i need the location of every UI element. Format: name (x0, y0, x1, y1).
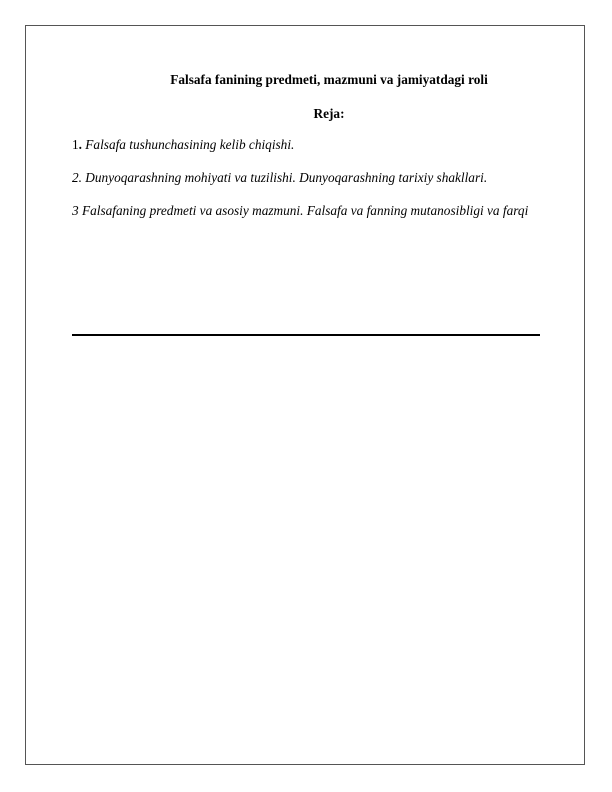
document-title: Falsafa fanining predmeti, mazmuni va jamiyatdagi roli (170, 72, 488, 87)
plan-item-1 (72, 129, 540, 160)
plan-item-2: 2. Dunyoqarashning mohiyati va tuzilishi. Dunyoqarashning tarixiy shakllari. (72, 170, 488, 185)
plan-item-1-text: Falsafa tushunchasining kelib chiqishi. (81, 137, 295, 152)
plan-item-1-number: 1 (72, 137, 79, 152)
plan-item-1-punct: . (78, 137, 82, 152)
plan-heading: Reja: (313, 106, 345, 121)
plan-item-3: 3 Falsafaning predmeti va asosiy mazmuni. Falsafa va fanning mutanosibligi va farqi (72, 203, 529, 218)
horizontal-divider (72, 334, 540, 336)
